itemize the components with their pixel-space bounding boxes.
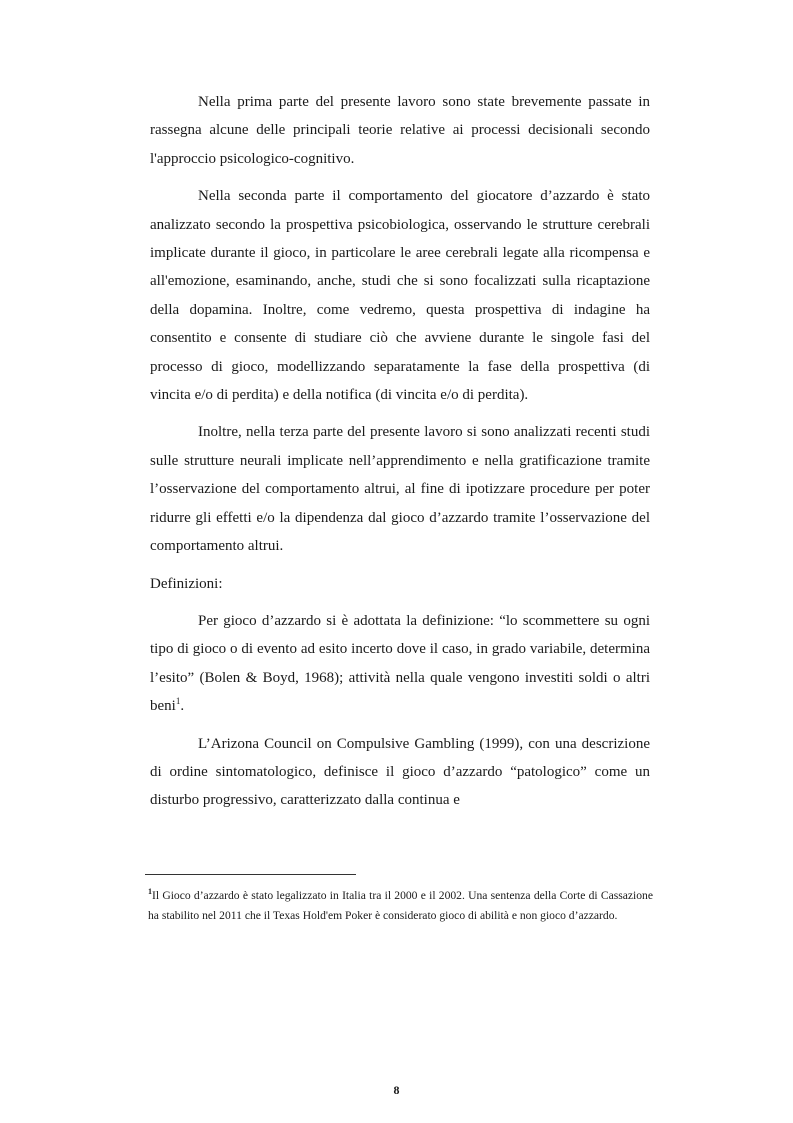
page-number: 8: [393, 1083, 400, 1097]
footnote-reference[interactable]: 1: [175, 696, 181, 707]
footnote-separator: [145, 874, 356, 875]
paragraph-intro: Nella prima parte del presente lavoro sono state brevemente passate in rassegna alcune delle principali teorie relative ai processi decisionali secondo l'approccio psicologico-cognitivo.: [150, 94, 650, 167]
footnote: [148, 886, 653, 925]
paragraph-gambling-definition-text: Per gioco d’azzardo si è adottata la definizione: “lo scommettere su ogni tipo di gioco o di evento ad esito incerto dove il caso, in grado variabile, determina l’esito” (Bolen & Boyd, 1968); attività nella quale vengono investiti soldi o altri beni: [150, 612, 650, 715]
section-heading-definitions: Definizioni:: [150, 575, 223, 592]
paragraph-psychobiology: Nella seconda parte il comportamento del giocatore d’azzardo è stato analizzato secondo la prospettiva psicobiologica, osservando le strutture cerebrali implicate durante il gioco, in particolare le aree cerebrali legate alla ricompensa e all'emozione, esaminando, anche, studi che si sono focalizzati sulla ricaptazione della dopamina. Inoltre, come vedremo, questa prospettiva di indagine ha consentito e consente di studiare ciò che avviene durante le singole fasi del processo di gioco, modellizzando separatamente la fase della prospettiva (di vincita e/o di perdita) e della notifica (di vincita e/o di perdita).: [150, 188, 650, 404]
footnote-text: Il Gioco d’azzardo è stato legalizzato in Italia tra il 2000 e il 2002. Una sentenza della Corte di Cassazione ha stabilito nel 2011 che il Texas Hold'em Poker è considerato gioco di abilità e non gioco d’azzardo.: [148, 889, 653, 922]
paragraph-arizona-council: L’Arizona Council on Compulsive Gambling (1999), con una descrizione di ordine sintomatologico, definisce il gioco d’azzardo “patologico” come un disturbo progressivo, caratterizzato dalla continua e: [150, 735, 650, 809]
footnote-marker: 1: [148, 887, 152, 897]
body-text: [150, 88, 650, 824]
paragraph-gambling-definition-end: .: [180, 698, 185, 715]
paragraph-gambling-definition: [150, 607, 650, 721]
paragraph-neural-structures: Inoltre, nella terza parte del presente lavoro si sono analizzati recenti studi sulle strutture neurali implicate nell’apprendimento e nella gratificazione tramite l’osservazione del comportamento altrui, al fine di ipotizzare procedure per poter ridurre gli effetti e/o la dipendenza dal gioco d’azzardo tramite l’osservazione del comportamento altrui.: [150, 424, 650, 555]
